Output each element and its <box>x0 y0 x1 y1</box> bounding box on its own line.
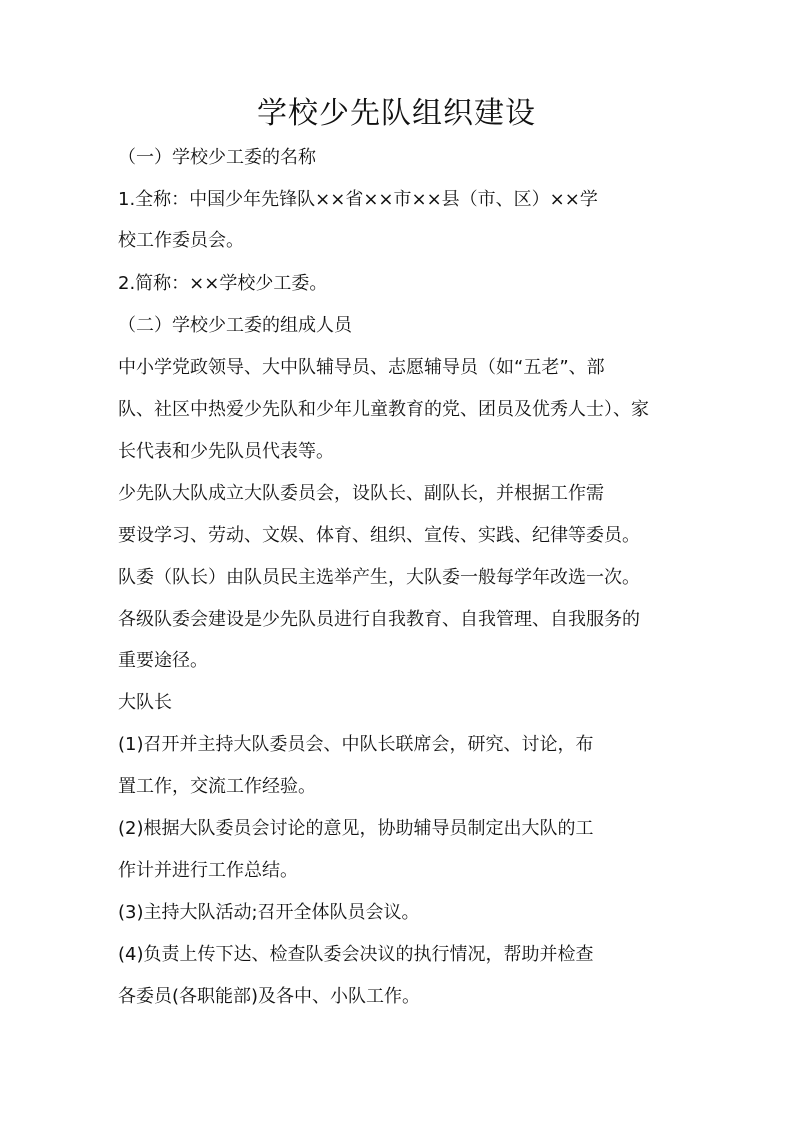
section-heading-name: （一）学校少工委的名称 <box>118 147 316 168</box>
subheading-captain: 大队长 <box>118 692 172 713</box>
text-line: 少先队大队成立大队委员会，设队长、副队长，并根据工作需 <box>118 483 604 504</box>
text-line: (4)负责上传下达、检查队委会决议的执行情况，帮助并检查 <box>118 944 594 965</box>
text-line: (3)主持大队活动;召开全体队员会议。 <box>118 902 420 923</box>
text-line: 校工作委员会。 <box>118 230 244 251</box>
section-heading-members: （二）学校少工委的组成人员 <box>118 315 352 336</box>
text-line: (1)召开并主持大队委员会、中队长联席会，研究、讨论，布 <box>118 734 594 755</box>
text-line: 作计并进行工作总结。 <box>118 860 298 881</box>
text-line: 要设学习、劳动、文娱、体育、组织、宣传、实践、纪律等委员。 <box>118 525 640 546</box>
text-line: (2)根据大队委员会讨论的意见，协助辅导员制定出大队的工 <box>118 818 594 839</box>
text-line: 中小学党政领导、大中队辅导员、志愿辅导员（如“五老”、部 <box>118 357 605 378</box>
text-line: 2.简称：××学校少工委。 <box>118 273 328 294</box>
text-line: 置工作，交流工作经验。 <box>118 776 316 797</box>
text-line: 重要途径。 <box>118 650 208 671</box>
text-line: 各委员(各职能部)及各中、小队工作。 <box>118 986 421 1007</box>
text-line: 各级队委会建设是少先队员进行自我教育、自我管理、自我服务的 <box>118 609 640 630</box>
text-line: 1.全称：中国少年先锋队××省××市××县（市、区）××学 <box>118 189 598 210</box>
text-line: 队委（队长）由队员民主选举产生，大队委一般每学年改选一次。 <box>118 567 640 588</box>
text-line: 队、社区中热爱少先队和少年儿童教育的党、团员及优秀人士）、家 <box>118 399 649 420</box>
document-title: 学校少先队组织建设 <box>257 96 536 131</box>
text-line: 长代表和少先队员代表等。 <box>118 441 334 462</box>
